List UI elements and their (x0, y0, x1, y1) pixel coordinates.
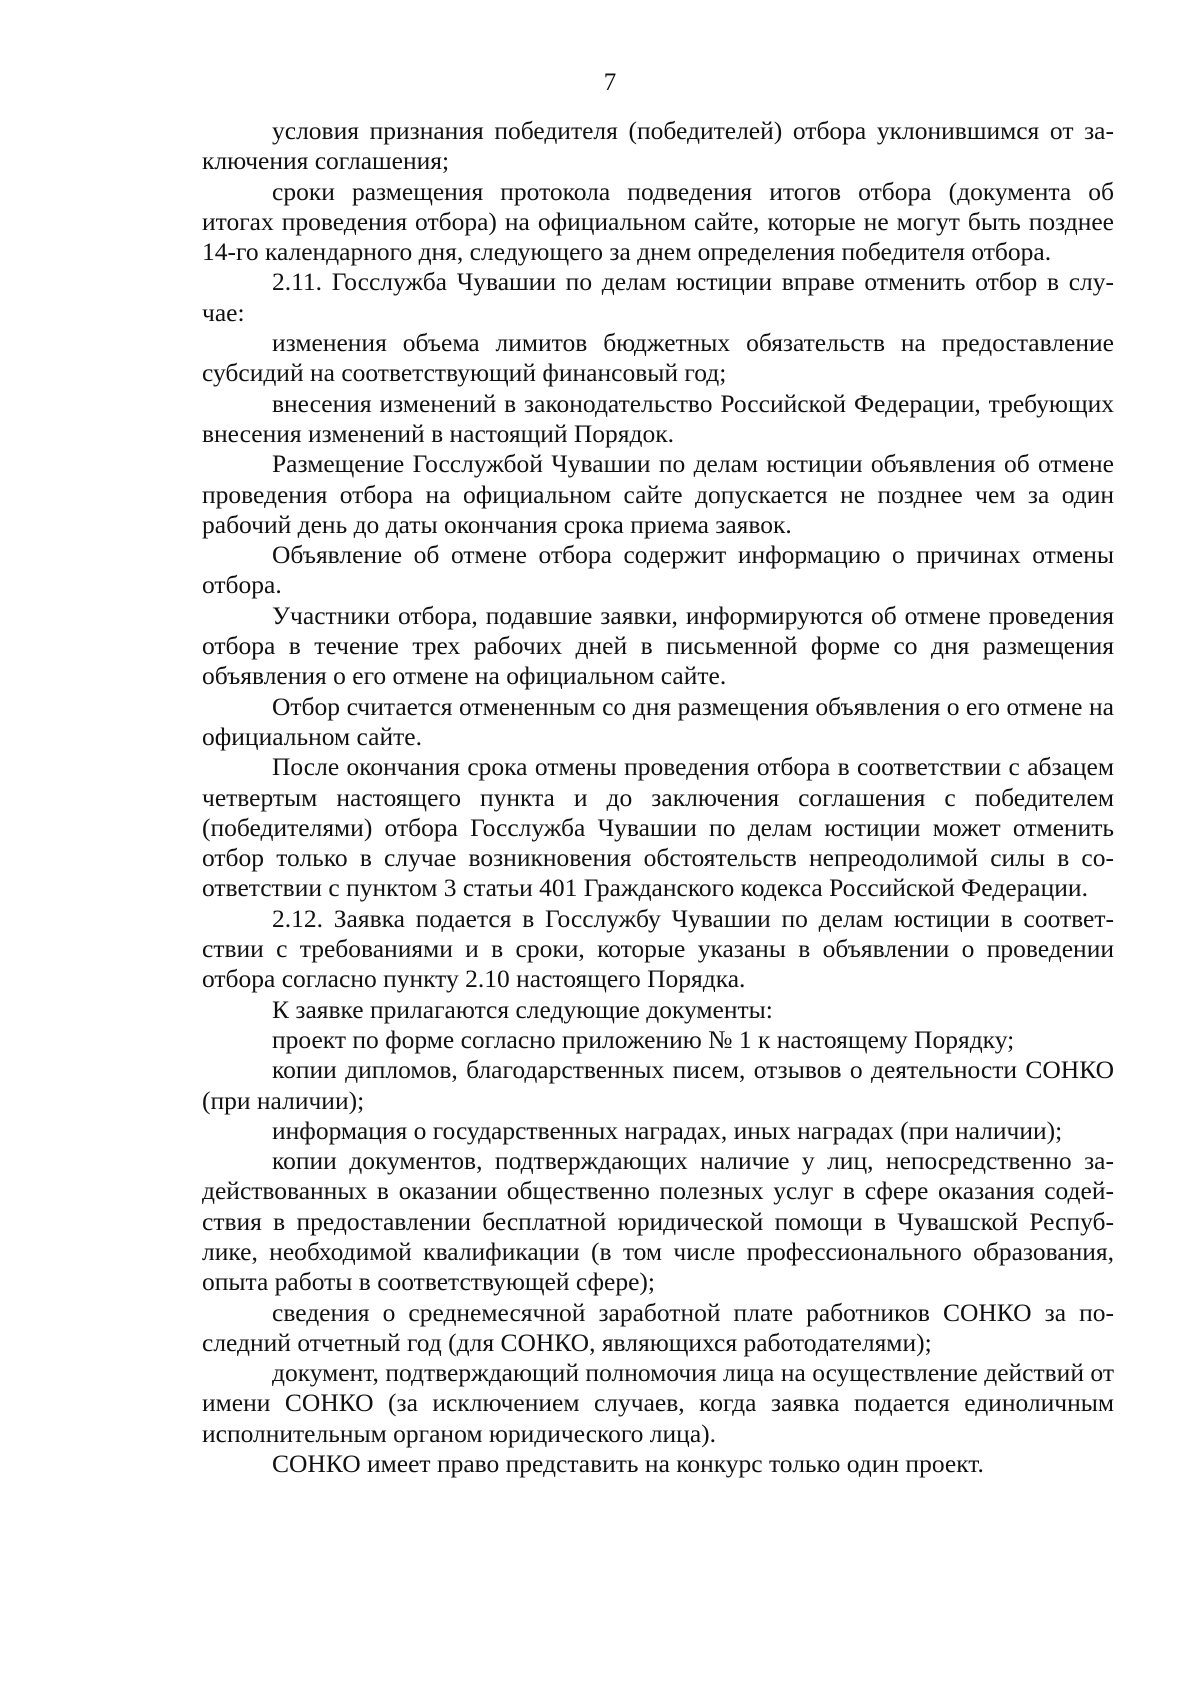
paragraph: Участники отбора, подавшие заявки, информируются об отмене проведения отбора в течение трех рабочих дней в письменной форме со дня размещения объявления о его отмене на официальном сайте. (202, 600, 1114, 691)
page-number: 7 (603, 69, 617, 96)
paragraph: Объявление об отмене отбора содержит информацию о причинах отмены отбора. (202, 540, 1114, 600)
paragraph: СОНКО имеет право представить на конкурс только один проект. (272, 1449, 984, 1479)
paragraph: 2.11. Госслужба Чувашии по делам юстиции вправе отменить отбор в случае: (202, 267, 1114, 327)
paragraph: внесения изменений в законодательство Российской Федерации, требующих внесения изменений в настоящий Порядок. (202, 388, 1114, 448)
paragraph: Размещение Госслужбой Чувашии по делам юстиции объявления об отмене проведения отбора на официальном сайте допускается не позднее чем за один рабочий день до даты окончания срока приема заявок. (202, 449, 1114, 539)
paragraph: сведения о среднемесячной заработной плате работников СОНКО за последний отчетный год (для СОНКО, являющихся работодателями); (202, 1297, 1114, 1357)
paragraph: После окончания срока отмены проведения отбора в соответствии с абзацем четвертым настоящего пункта и до заключения соглашения с победителем (победителями) отбора Госслужба Чувашии по делам юстиции может отменить отбор только в случае возникновения обстоятельств непреодолимой силы в соответствии с пунктом 3 статьи 401 Гражданского кодекса Российской Федерации. (202, 752, 1114, 903)
paragraph: сроки размещения протокола подведения итогов отбора (документа об итогах проведения отбора) на официальном сайте, которые не могут быть позднее 14-го календарного дня, следующего за днем определения победителя отбора. (202, 176, 1114, 267)
paragraph: копии документов, подтверждающих наличие у лиц, непосредственно задействованных в оказании общественно полезных услуг в сфере оказания содействия в предоставлении бесплатной юридической помощи в Чувашской Республике, необходимой квалификации (в том числе профессионального образования, опыта работы в соответствующей сфере); (202, 1146, 1114, 1297)
paragraph: условия признания победителя (победителей) отбора уклонившимся от заключения соглашения; (202, 116, 1114, 176)
paragraph: К заявке прилагаются следующие документы: (272, 994, 773, 1024)
paragraph: 2.12. Заявка подается в Госслужбу Чувашии по делам юстиции в соответствии с требованиями и в сроки, которые указаны в объявлении о проведении отбора согласно пункту 2.10 настоящего Порядка. (202, 903, 1114, 994)
paragraph: проект по форме согласно приложению № 1 к настоящему Порядку; (272, 1024, 1015, 1054)
paragraph: Отбор считается отмененным со дня размещения объявления о его отмене на официальном сайте. (202, 691, 1114, 751)
paragraph: документ, подтверждающий полномочия лица на осуществление действий от имени СОНКО (за исключением случаев, когда заявка подается единоличным исполнительным органом юридического лица). (202, 1358, 1114, 1448)
document-body (202, 116, 1114, 1479)
paragraph: информация о государственных наградах, иных наградах (при наличии); (272, 1115, 1063, 1145)
paragraph: копии дипломов, благодарственных писем, отзывов о деятельности СОНКО (при наличии); (202, 1055, 1114, 1115)
paragraph: изменения объема лимитов бюджетных обязательств на предоставление субсидий на соответствующий финансовый год; (202, 328, 1114, 388)
